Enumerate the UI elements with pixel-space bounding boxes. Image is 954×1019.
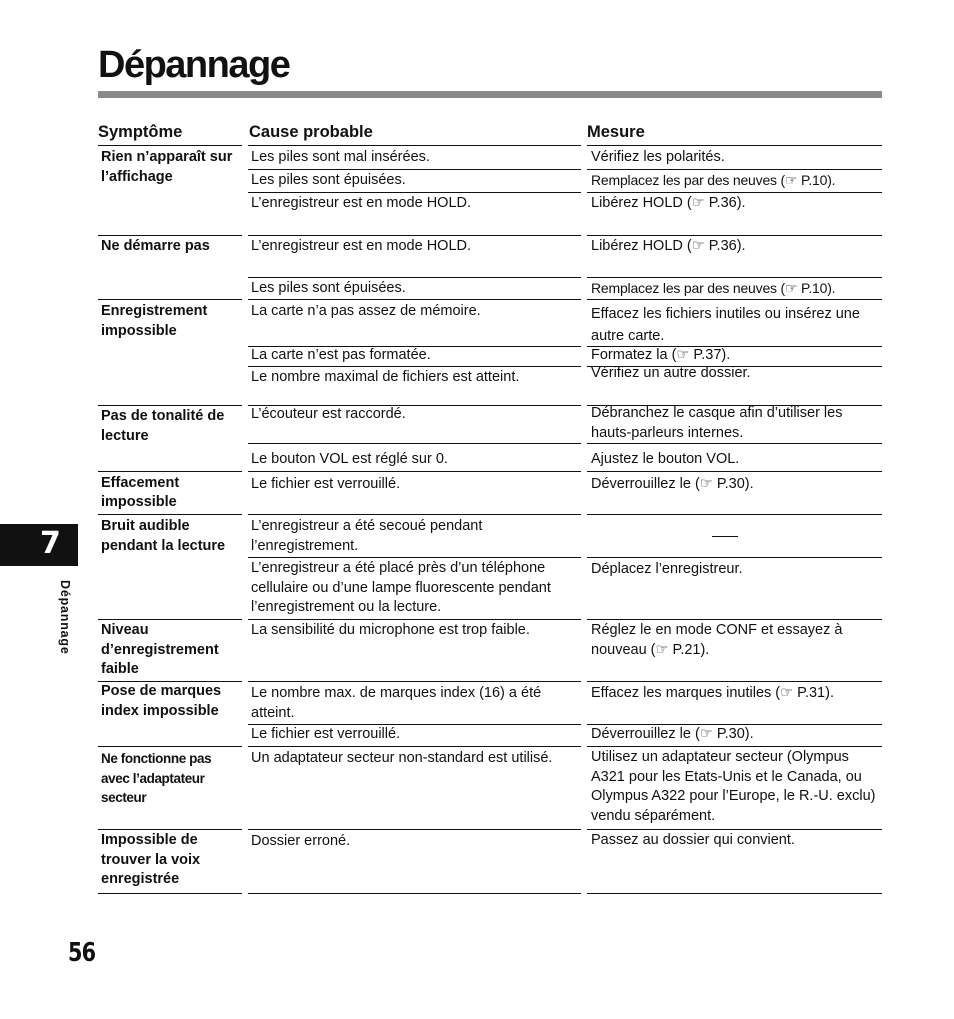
symptom-cell: Effacement impossible xyxy=(101,475,180,510)
rule xyxy=(587,192,882,193)
rule xyxy=(248,557,581,558)
rule xyxy=(98,299,242,300)
cause-cell: Les piles sont mal insérées. xyxy=(251,149,430,165)
rule xyxy=(248,277,581,278)
rule xyxy=(98,145,242,146)
header-symptom: Symptôme xyxy=(98,123,183,141)
rule xyxy=(587,235,882,236)
symptom-cell: Ne démarre pas xyxy=(101,238,210,254)
rule xyxy=(248,192,581,193)
remedy-cell: Remplacez les par des neuves (☞ P.10). xyxy=(591,172,836,188)
symptom-cell: Ne fonctionne pas avec l’adaptateur secteur xyxy=(101,751,212,805)
symptom-cell: Rien n’apparaît sur l’affichage xyxy=(101,149,233,185)
chapter-number: 7 xyxy=(40,526,61,561)
rule xyxy=(587,299,882,300)
rule xyxy=(587,514,882,515)
cause-cell: L’enregistreur est en mode HOLD. xyxy=(251,195,472,211)
rule xyxy=(248,443,581,444)
rule xyxy=(98,235,242,236)
cause-cell: Les piles sont épuisées. xyxy=(251,172,406,188)
rule xyxy=(248,299,581,300)
rule xyxy=(587,746,882,747)
remedy-cell: Déplacez l’enregistreur. xyxy=(591,561,743,577)
cause-cell: Le nombre maximal de fichiers est atteint. xyxy=(251,369,520,385)
rule xyxy=(98,829,242,830)
rule xyxy=(587,557,882,558)
rule xyxy=(248,746,581,747)
header-cause: Cause probable xyxy=(249,123,373,141)
cause-cell: L’enregistreur a été placé près d’un téléphone cellulaire ou d’une lampe fluorescente pendant l’enregistrement ou la lecture. xyxy=(251,560,551,615)
remedy-cell: Effacez les fichiers inutiles ou insérez une autre carte. xyxy=(591,306,860,344)
cause-cell: L’enregistreur a été secoué pendant l’enregistrement. xyxy=(251,518,483,554)
cause-cell: L’écouteur est raccordé. xyxy=(251,406,406,422)
page-title: Dépannage xyxy=(98,44,290,86)
rule xyxy=(587,893,882,894)
rule xyxy=(248,366,581,367)
cause-cell: La sensibilité du microphone est trop faible. xyxy=(251,622,530,638)
rule xyxy=(98,893,242,894)
cause-cell: Le nombre max. de marques index (16) a été atteint. xyxy=(251,685,542,721)
header-remedy: Mesure xyxy=(587,123,645,141)
cause-cell: Le bouton VOL est réglé sur 0. xyxy=(251,451,448,467)
page-number: 56 xyxy=(68,938,96,968)
rule xyxy=(587,277,882,278)
rule xyxy=(587,471,882,472)
rule xyxy=(248,619,581,620)
remedy-cell: Libérez HOLD (☞ P.36). xyxy=(591,195,746,211)
rule xyxy=(587,169,882,170)
symptom-cell: Niveau d’enregistrement faible xyxy=(101,622,219,677)
empty-remedy-dash xyxy=(712,536,738,537)
remedy-cell: Remplacez les par des neuves (☞ P.10). xyxy=(591,280,836,296)
rule xyxy=(248,514,581,515)
symptom-cell: Pas de tonalité de lecture xyxy=(101,408,225,444)
title-rule xyxy=(98,91,882,98)
cause-cell: Un adaptateur secteur non-standard est utilisé. xyxy=(251,750,553,766)
rule xyxy=(587,829,882,830)
cause-cell: Dossier erroné. xyxy=(251,833,351,849)
cause-cell: L’enregistreur est en mode HOLD. xyxy=(251,238,472,254)
symptom-cell: Enregistrement impossible xyxy=(101,303,208,339)
remedy-cell: Effacez les marques inutiles (☞ P.31). xyxy=(591,685,834,701)
rule xyxy=(248,471,581,472)
remedy-cell: Formatez la (☞ P.37). xyxy=(591,347,731,363)
rule xyxy=(248,893,581,894)
remedy-cell: Débranchez le casque afin d’utiliser les hauts-parleurs internes. xyxy=(591,405,843,441)
rule xyxy=(248,829,581,830)
cause-cell: Le fichier est verrouillé. xyxy=(251,726,401,742)
rule xyxy=(587,443,882,444)
remedy-cell: Réglez le en mode CONF et essayez à nouveau (☞ P.21). xyxy=(591,622,843,658)
chapter-label: Dépannage xyxy=(58,580,72,655)
symptom-cell: Pose de marques index impossible xyxy=(101,683,222,719)
rule xyxy=(98,405,242,406)
rule xyxy=(248,235,581,236)
remedy-cell: Passez au dossier qui convient. xyxy=(591,832,795,848)
symptom-cell: Impossible de trouver la voix enregistrée xyxy=(101,832,201,887)
symptom-cell: Bruit audible pendant la lecture xyxy=(101,518,226,554)
rule xyxy=(248,169,581,170)
cause-cell: La carte n’a pas assez de mémoire. xyxy=(251,303,481,319)
remedy-cell: Vérifiez un autre dossier. xyxy=(591,365,751,381)
cause-cell: La carte n’est pas formatée. xyxy=(251,347,431,363)
remedy-cell: Libérez HOLD (☞ P.36). xyxy=(591,238,746,254)
remedy-cell: Déverrouillez le (☞ P.30). xyxy=(591,726,754,742)
remedy-cell: Vérifiez les polarités. xyxy=(591,149,725,165)
rule xyxy=(587,681,882,682)
chapter-tab xyxy=(0,524,78,566)
remedy-cell: Utilisez un adaptateur secteur (Olympus A321 pour les Etats-Unis et le Canada, ou Olympus A322 pour l’Europe, le R.-U. exclu) vendu séparément. xyxy=(591,749,876,824)
rule xyxy=(98,471,242,472)
rule xyxy=(587,619,882,620)
rule xyxy=(248,145,581,146)
rule xyxy=(98,619,242,620)
remedy-cell: Ajustez le bouton VOL. xyxy=(591,451,740,467)
rule xyxy=(248,681,581,682)
remedy-cell: Déverrouillez le (☞ P.30). xyxy=(591,476,754,492)
rule xyxy=(98,746,242,747)
cause-cell: Le fichier est verrouillé. xyxy=(251,476,401,492)
rule xyxy=(98,514,242,515)
rule xyxy=(587,145,882,146)
cause-cell: Les piles sont épuisées. xyxy=(251,280,406,296)
